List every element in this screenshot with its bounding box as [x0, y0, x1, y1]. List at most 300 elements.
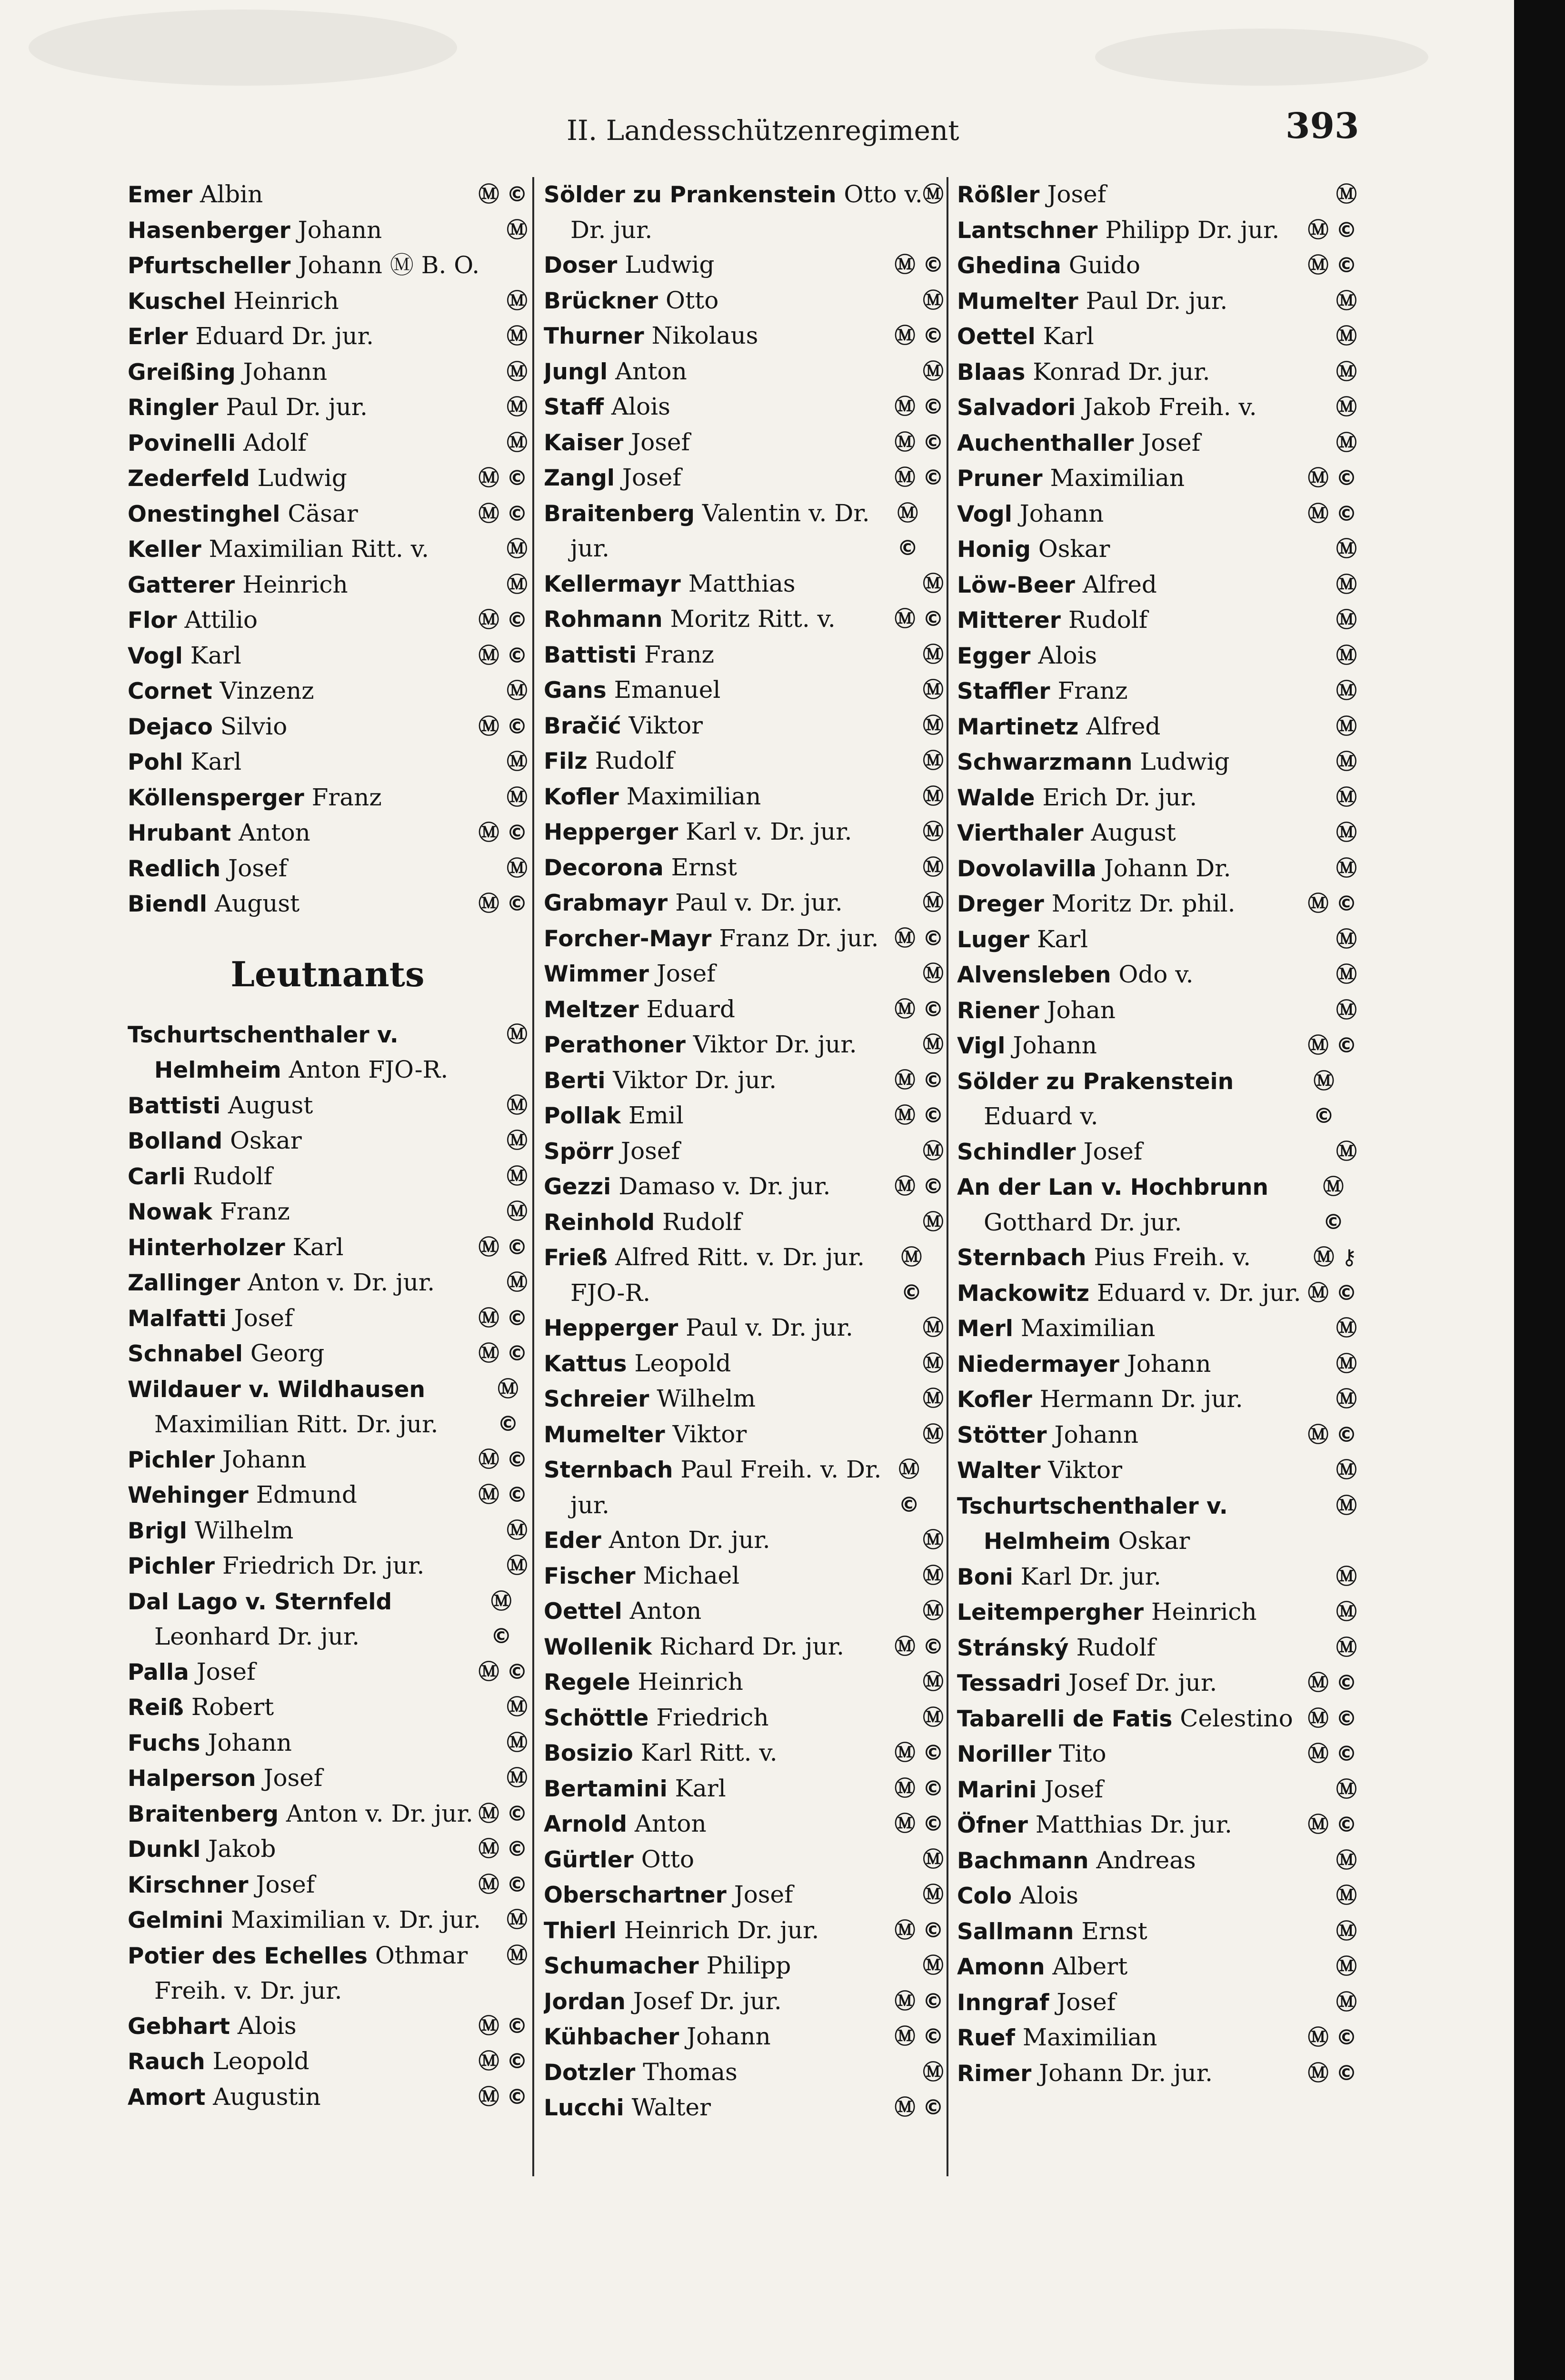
decoration-icon: Ⓜ © — [1307, 466, 1357, 490]
entry-name — [957, 815, 1176, 851]
roster-entry — [957, 993, 1357, 1029]
entry-surname: Ghedina — [957, 253, 1061, 279]
entry-name — [957, 2056, 1213, 2092]
entry-given-name: Leopold — [212, 2047, 309, 2075]
decoration-icon: Ⓜ — [923, 1883, 944, 1907]
roster-entry — [544, 389, 944, 425]
decoration-icon: Ⓜ — [507, 1164, 528, 1189]
roster-entry — [128, 177, 528, 213]
roster-entry — [128, 1230, 528, 1266]
entry-given-name: Leopold — [634, 1349, 731, 1377]
entry-name — [957, 1347, 1211, 1382]
roster-entry — [957, 886, 1357, 922]
decoration-icon: Ⓜ — [923, 1847, 944, 1872]
entry-surname: Meltzer — [544, 996, 639, 1023]
entry-name — [544, 956, 716, 992]
entry-name — [544, 850, 737, 886]
entry-given-name: Johann — [1019, 499, 1104, 527]
entry-given-name: August — [214, 890, 300, 917]
entry-given-name: Friedrich — [656, 1703, 769, 1731]
entry-surname: Schreier — [544, 1386, 649, 1412]
roster-entry — [128, 886, 528, 922]
roster-entry — [957, 532, 1357, 567]
entry-name — [957, 851, 1231, 887]
entry-name — [544, 1205, 742, 1240]
entry-surname: Sölder zu Prankenstein — [544, 182, 837, 208]
decoration-icon: Ⓜ — [923, 1528, 944, 1552]
roster-entry — [128, 1194, 528, 1230]
decoration-icon: Ⓜ — [1336, 962, 1357, 987]
entry-surname: Brigl — [128, 1517, 187, 1544]
roster-entry — [957, 1240, 1357, 1276]
entry-given-name: Maximilian — [1022, 2023, 1157, 2051]
entry-name — [544, 1594, 702, 1629]
entry-given-name: Johann — [1013, 1031, 1097, 1059]
decoration-icon: Ⓜ — [923, 571, 944, 596]
roster-entry — [544, 1523, 944, 1558]
entry-surname: Mackowitz — [957, 1280, 1089, 1307]
entry-name — [957, 1878, 1078, 1914]
entry-surname: Jungl — [544, 358, 608, 385]
entry-surname: Bračić — [544, 713, 621, 739]
decoration-icon: Ⓜ — [923, 1210, 944, 1234]
entry-given-name: August — [228, 1091, 313, 1119]
entry-surname: Rauch — [128, 2049, 205, 2075]
decoration-icon: Ⓜ © — [478, 1801, 528, 1826]
roster-entry — [544, 460, 944, 496]
decoration-icon: Ⓜ — [1336, 750, 1357, 774]
roster-entry — [544, 354, 944, 390]
entry-given-name: Konrad Dr. jur. — [1033, 357, 1210, 386]
entry-surname: Inngraf — [957, 1989, 1049, 2016]
decoration-icon: Ⓜ ⚷ — [1313, 1245, 1357, 1269]
roster-entry — [957, 815, 1357, 851]
entry-name — [544, 602, 836, 637]
entry-given-name: Viktor Dr. jur. — [613, 1066, 777, 1094]
roster-entry — [544, 1948, 944, 1984]
decoration-icon: Ⓜ — [507, 856, 528, 881]
entry-name — [128, 248, 480, 284]
entry-surname: Brückner — [544, 288, 658, 314]
entry-name — [957, 1595, 1257, 1630]
entry-surname: Battisti — [128, 1092, 221, 1119]
entry-surname: Pichler — [128, 1553, 215, 1579]
entry-surname: Ruef — [957, 2025, 1015, 2051]
entry-surname: Thurner — [544, 323, 644, 349]
decoration-icon: Ⓜ — [1336, 1600, 1357, 1624]
roster-entry — [544, 2090, 944, 2126]
entry-surname: Riener — [957, 997, 1039, 1024]
entry-name — [544, 177, 923, 248]
decoration-icon: Ⓜ — [1336, 1351, 1357, 1376]
entry-name — [957, 461, 1185, 496]
roster-entry — [957, 1807, 1357, 1843]
roster-entry — [544, 1381, 944, 1417]
entry-surname: Redlich — [128, 855, 221, 882]
roster-entry — [128, 744, 528, 780]
entry-name — [544, 1098, 684, 1134]
entry-surname: Reinhold — [544, 1209, 655, 1236]
roster-entry — [128, 284, 528, 319]
entry-name — [544, 1948, 791, 1984]
decoration-icon: Ⓜ © — [894, 253, 944, 277]
roster-entry — [128, 1123, 528, 1159]
entry-surname: Lantschner — [957, 217, 1098, 244]
decoration-icon: Ⓜ — [923, 1351, 944, 1376]
decoration-icon: Ⓜ — [507, 1943, 528, 1968]
decoration-icon: Ⓜ © — [1307, 218, 1357, 242]
roster-entry — [544, 248, 944, 283]
roster-entry — [544, 425, 944, 461]
decoration-icon: Ⓜ — [923, 820, 944, 844]
entry-given-name: Vinzenz — [219, 677, 314, 704]
entry-given-name: Odo v. — [1118, 961, 1194, 988]
decoration-icon: Ⓜ — [923, 1316, 944, 1340]
decoration-icon: Ⓜ © — [894, 926, 944, 951]
entry-given-name: Valentin v. Dr. jur. — [570, 499, 870, 562]
decoration-icon: Ⓜ © — [478, 501, 528, 526]
roster-entry — [128, 1832, 528, 1867]
entry-given-name: Josef — [196, 1657, 256, 1686]
entry-surname: An der Lan v. Hochbrunn — [957, 1174, 1268, 1200]
entry-surname: Mumelter — [544, 1421, 665, 1448]
entry-name — [128, 1478, 358, 1513]
entry-surname: Tschurtschenthaler v. Helmheim — [128, 1021, 399, 1083]
decoration-icon: Ⓜ — [1336, 1564, 1357, 1589]
decoration-icon: Ⓜ © — [478, 608, 528, 632]
roster-entry — [128, 1867, 528, 1903]
roster-entry — [544, 1240, 944, 1310]
decoration-icon: Ⓜ — [923, 1954, 944, 1978]
entry-name — [128, 886, 300, 922]
decoration-icon: Ⓜ © — [894, 997, 944, 1021]
entry-name — [128, 213, 382, 248]
entry-name — [957, 213, 1280, 248]
entry-given-name: Walter — [631, 2093, 711, 2121]
roster-entry — [544, 1346, 944, 1382]
entry-name — [544, 1381, 756, 1417]
entry-name — [957, 284, 1228, 319]
decoration-icon: Ⓜ © — [478, 2013, 528, 2038]
entry-surname: Mitterer — [957, 607, 1061, 634]
entry-surname: Kofler — [957, 1387, 1032, 1413]
entry-surname: Oettel — [544, 1598, 622, 1625]
roster-entry — [544, 1063, 944, 1099]
entry-given-name: Jakob Freih. v. — [1083, 393, 1257, 421]
roster-entry — [957, 461, 1357, 496]
entry-given-name: Robert — [191, 1693, 274, 1721]
decoration-icon: Ⓜ © — [478, 2084, 528, 2109]
entry-name — [128, 1584, 491, 1655]
roster-entry — [544, 1806, 944, 1842]
entry-name — [128, 1123, 302, 1159]
entry-name — [544, 1665, 743, 1700]
entry-surname: Tabarelli de Fatis — [957, 1706, 1173, 1732]
entry-name — [544, 1771, 726, 1807]
roster-entry — [957, 1382, 1357, 1418]
roster-entry — [957, 1772, 1357, 1808]
entry-surname: Rimer — [957, 2060, 1032, 2087]
decoration-icon: Ⓜ — [1336, 679, 1357, 703]
decoration-icon: Ⓜ — [1336, 856, 1357, 881]
entry-surname: Kühbacher — [544, 2024, 679, 2050]
entry-surname: Dovolavilla — [957, 855, 1096, 882]
entry-given-name: Viktor Dr. jur. — [693, 1031, 857, 1058]
entry-name — [957, 177, 1106, 213]
entry-surname: Dotzler — [544, 2059, 636, 2086]
entry-given-name: Anton — [629, 1597, 702, 1625]
entry-given-name: Paul v. Dr. jur. — [686, 1314, 853, 1341]
entry-surname: Kirschner — [128, 1872, 249, 1898]
decoration-icon: Ⓜ — [923, 642, 944, 667]
entry-name — [957, 780, 1197, 816]
entry-given-name: Otto v. Dr. jur. — [570, 180, 923, 244]
entry-given-name: Nikolaus — [651, 322, 758, 349]
decoration-icon: Ⓜ © — [478, 466, 528, 490]
roster-entry — [544, 566, 944, 602]
roster-entry — [128, 1017, 528, 1088]
entry-given-name: Friedrich Dr. jur. — [222, 1552, 425, 1579]
entry-name — [544, 1063, 777, 1099]
decoration-icon: Ⓜ © — [898, 1458, 920, 1517]
entry-surname: Schöttle — [544, 1705, 649, 1731]
roster-entry — [544, 1735, 944, 1771]
decoration-icon: Ⓜ — [923, 1563, 944, 1588]
roster-entry — [128, 638, 528, 674]
entry-surname: Kuschel — [128, 288, 226, 315]
entry-name — [128, 1548, 425, 1584]
entry-name — [957, 248, 1140, 284]
entry-name — [128, 709, 288, 745]
decoration-icon: Ⓜ © — [901, 1245, 922, 1305]
entry-name — [128, 177, 263, 213]
entry-surname: Sallmann — [957, 1918, 1074, 1945]
decoration-icon: Ⓜ — [507, 1270, 528, 1295]
decoration-icon: Ⓜ © — [894, 607, 944, 631]
entry-surname: Hinterholzer — [128, 1234, 285, 1261]
entry-surname: Zangl — [544, 465, 615, 491]
roster-entry — [128, 532, 528, 567]
roster-entry — [544, 1310, 944, 1346]
roster-entry — [544, 1027, 944, 1063]
entry-given-name: Karl v. Dr. jur. — [686, 818, 852, 845]
entry-surname: Keller — [128, 536, 201, 563]
entry-given-name: Oskar — [1038, 535, 1110, 563]
decoration-icon: Ⓜ — [923, 855, 944, 880]
roster-entry — [957, 1666, 1357, 1701]
entry-given-name: Karl — [292, 1233, 344, 1261]
decoration-icon: Ⓜ — [1336, 1635, 1357, 1660]
entry-name — [544, 708, 703, 744]
entry-surname: Dal Lago v. Sternfeld — [128, 1588, 392, 1615]
entry-name — [128, 1903, 481, 1938]
decoration-icon: Ⓜ — [507, 359, 528, 384]
entry-name — [128, 603, 258, 638]
entry-surname: Walter — [957, 1458, 1041, 1484]
entry-surname: Mumelter — [957, 288, 1078, 315]
entry-given-name: Josef Dr. jur. — [633, 1987, 782, 2015]
entry-surname: Kellermayr — [544, 571, 681, 597]
entry-surname: Wehinger — [128, 1482, 249, 1508]
decoration-icon: Ⓜ © — [1307, 1813, 1357, 1837]
entry-name — [957, 355, 1210, 390]
entry-surname: Vogl — [128, 643, 183, 669]
roster-entry — [957, 1985, 1357, 2021]
entry-given-name: Attilio — [184, 606, 258, 634]
entry-given-name: Otto — [666, 286, 719, 314]
entry-surname: Kaiser — [544, 429, 624, 456]
decoration-icon: Ⓜ — [507, 785, 528, 810]
entry-given-name: Paul Freih. v. Dr. jur. — [570, 1456, 882, 1519]
decoration-icon: Ⓜ — [1336, 1848, 1357, 1873]
roster-entry — [128, 2080, 528, 2115]
entry-surname: Köllensperger — [128, 784, 304, 811]
roster-entry — [957, 1701, 1357, 1737]
entry-given-name: Ernst — [671, 853, 737, 881]
entry-surname: Schindler — [957, 1139, 1076, 1165]
entry-given-name: Johann — [687, 2023, 771, 2050]
entry-given-name: Pius Freih. v. — [1094, 1243, 1251, 1271]
decoration-icon: Ⓜ — [923, 2060, 944, 2084]
entry-name — [128, 1442, 307, 1478]
entry-given-name: Eduard Dr. jur. — [195, 322, 374, 350]
decoration-icon: Ⓜ — [507, 1554, 528, 1578]
roster-entry — [957, 319, 1357, 355]
roster-entry — [957, 2056, 1357, 2092]
column-middle — [544, 177, 944, 2186]
roster-entry — [544, 2019, 944, 2055]
entry-surname: Schwarzmann — [957, 749, 1133, 775]
decoration-icon: Ⓜ © — [1313, 1069, 1335, 1128]
decoration-icon: Ⓜ © — [897, 501, 918, 560]
paper-stain — [29, 10, 457, 86]
entry-surname: Regele — [544, 1669, 630, 1696]
decoration-icon: Ⓜ — [923, 1422, 944, 1447]
roster-entry — [544, 1594, 944, 1629]
decoration-icon: Ⓜ — [507, 1908, 528, 1932]
entry-name — [544, 1913, 819, 1949]
roster-entry — [544, 956, 944, 992]
entry-given-name: Maximilian v. Dr. jur. — [231, 1906, 481, 1934]
entry-surname: Perathoner — [544, 1032, 686, 1058]
entry-surname: Bolland — [128, 1128, 223, 1154]
entry-name — [957, 638, 1097, 674]
roster-entry — [128, 426, 528, 461]
decoration-icon: Ⓜ © — [478, 643, 528, 668]
entry-name — [128, 1867, 315, 1903]
decoration-icon: Ⓜ © — [894, 1812, 944, 1836]
entry-surname: Decorona — [544, 854, 664, 881]
roster-entry — [128, 1159, 528, 1195]
entry-name — [957, 886, 1236, 922]
decoration-icon: Ⓜ © — [894, 1174, 944, 1199]
entry-given-name: Johann Dr. — [1104, 854, 1231, 882]
roster-entry — [544, 1417, 944, 1453]
entry-surname: Pohl — [128, 749, 183, 775]
decoration-icon: Ⓜ © — [1307, 1671, 1357, 1695]
roster-entry — [544, 1205, 944, 1240]
entry-name — [544, 992, 735, 1028]
entry-name — [128, 426, 307, 461]
entry-name — [544, 1735, 778, 1771]
roster-entry — [957, 567, 1357, 603]
entry-name — [128, 1230, 344, 1266]
entry-name — [128, 1796, 473, 1832]
entry-surname: Tessadri — [957, 1670, 1061, 1696]
decoration-icon: Ⓜ — [1336, 1884, 1357, 1908]
decoration-icon: Ⓜ — [1336, 1954, 1357, 1979]
entry-given-name: Anton — [634, 1810, 707, 1837]
roster-entry — [544, 1700, 944, 1736]
entry-given-name: Albin — [200, 180, 263, 208]
entry-surname: Honig — [957, 536, 1031, 563]
entry-surname: Braitenberg — [128, 1801, 279, 1827]
column-right — [957, 177, 1357, 2186]
entry-given-name: Michael — [643, 1561, 740, 1589]
entry-given-name: Karl — [190, 748, 242, 775]
entry-given-name: Josef — [234, 1304, 293, 1332]
entry-given-name: Johann Dr. jur. — [1039, 2059, 1213, 2087]
entry-surname: Amort — [128, 2084, 206, 2111]
entry-given-name: Anton v. Dr. jur. — [286, 1799, 473, 1827]
roster-entry — [957, 638, 1357, 674]
roster-entry — [957, 2020, 1357, 2056]
entry-surname: Gebhart — [128, 2013, 230, 2040]
decoration-icon: Ⓜ — [1336, 643, 1357, 668]
entry-name — [128, 1513, 294, 1549]
roster-entry — [128, 1938, 528, 2009]
roster-entry — [128, 603, 528, 638]
entry-surname: Pichler — [128, 1447, 215, 1473]
decoration-icon: Ⓜ © — [1307, 1742, 1357, 1766]
entry-surname: Erler — [128, 324, 188, 350]
roster-entry — [544, 496, 944, 566]
roster-entry — [128, 1088, 528, 1124]
entry-surname: Walde — [957, 784, 1035, 811]
entry-name — [128, 1088, 313, 1124]
roster-entry — [957, 851, 1357, 887]
entry-name — [957, 1170, 1323, 1240]
roster-entry — [544, 921, 944, 957]
entry-surname: Zederfeld — [128, 466, 250, 492]
roster-entry — [957, 1914, 1357, 1950]
roster-entry — [957, 1311, 1357, 1347]
entry-name — [957, 1701, 1293, 1737]
entry-surname: Stötter — [957, 1422, 1047, 1448]
entry-given-name: Josef — [228, 854, 288, 882]
roster-entry — [544, 1452, 944, 1523]
roster-entry — [957, 1630, 1357, 1666]
entry-given-name: Ludwig — [1140, 748, 1230, 775]
entry-given-name: Rudolf — [662, 1208, 742, 1236]
decoration-icon: Ⓜ — [923, 1705, 944, 1730]
roster-entry — [128, 1690, 528, 1726]
entry-given-name: Cäsar — [288, 499, 358, 527]
entry-given-name: Johann — [298, 216, 382, 244]
decoration-icon: Ⓜ © — [894, 395, 944, 419]
entry-surname: Gürtler — [544, 1846, 634, 1873]
entry-given-name: Johann — [208, 1728, 292, 1756]
entry-given-name: Hermann Dr. jur. — [1039, 1385, 1243, 1413]
entry-name — [957, 1064, 1313, 1134]
entry-given-name: Rudolf — [595, 747, 675, 774]
roster-entry — [957, 1453, 1357, 1488]
entry-name — [128, 390, 368, 426]
decoration-icon: Ⓜ © — [478, 1306, 528, 1330]
entry-surname: Auchenthaller — [957, 430, 1134, 456]
decoration-icon: Ⓜ — [1336, 785, 1357, 810]
entry-name — [544, 779, 761, 815]
